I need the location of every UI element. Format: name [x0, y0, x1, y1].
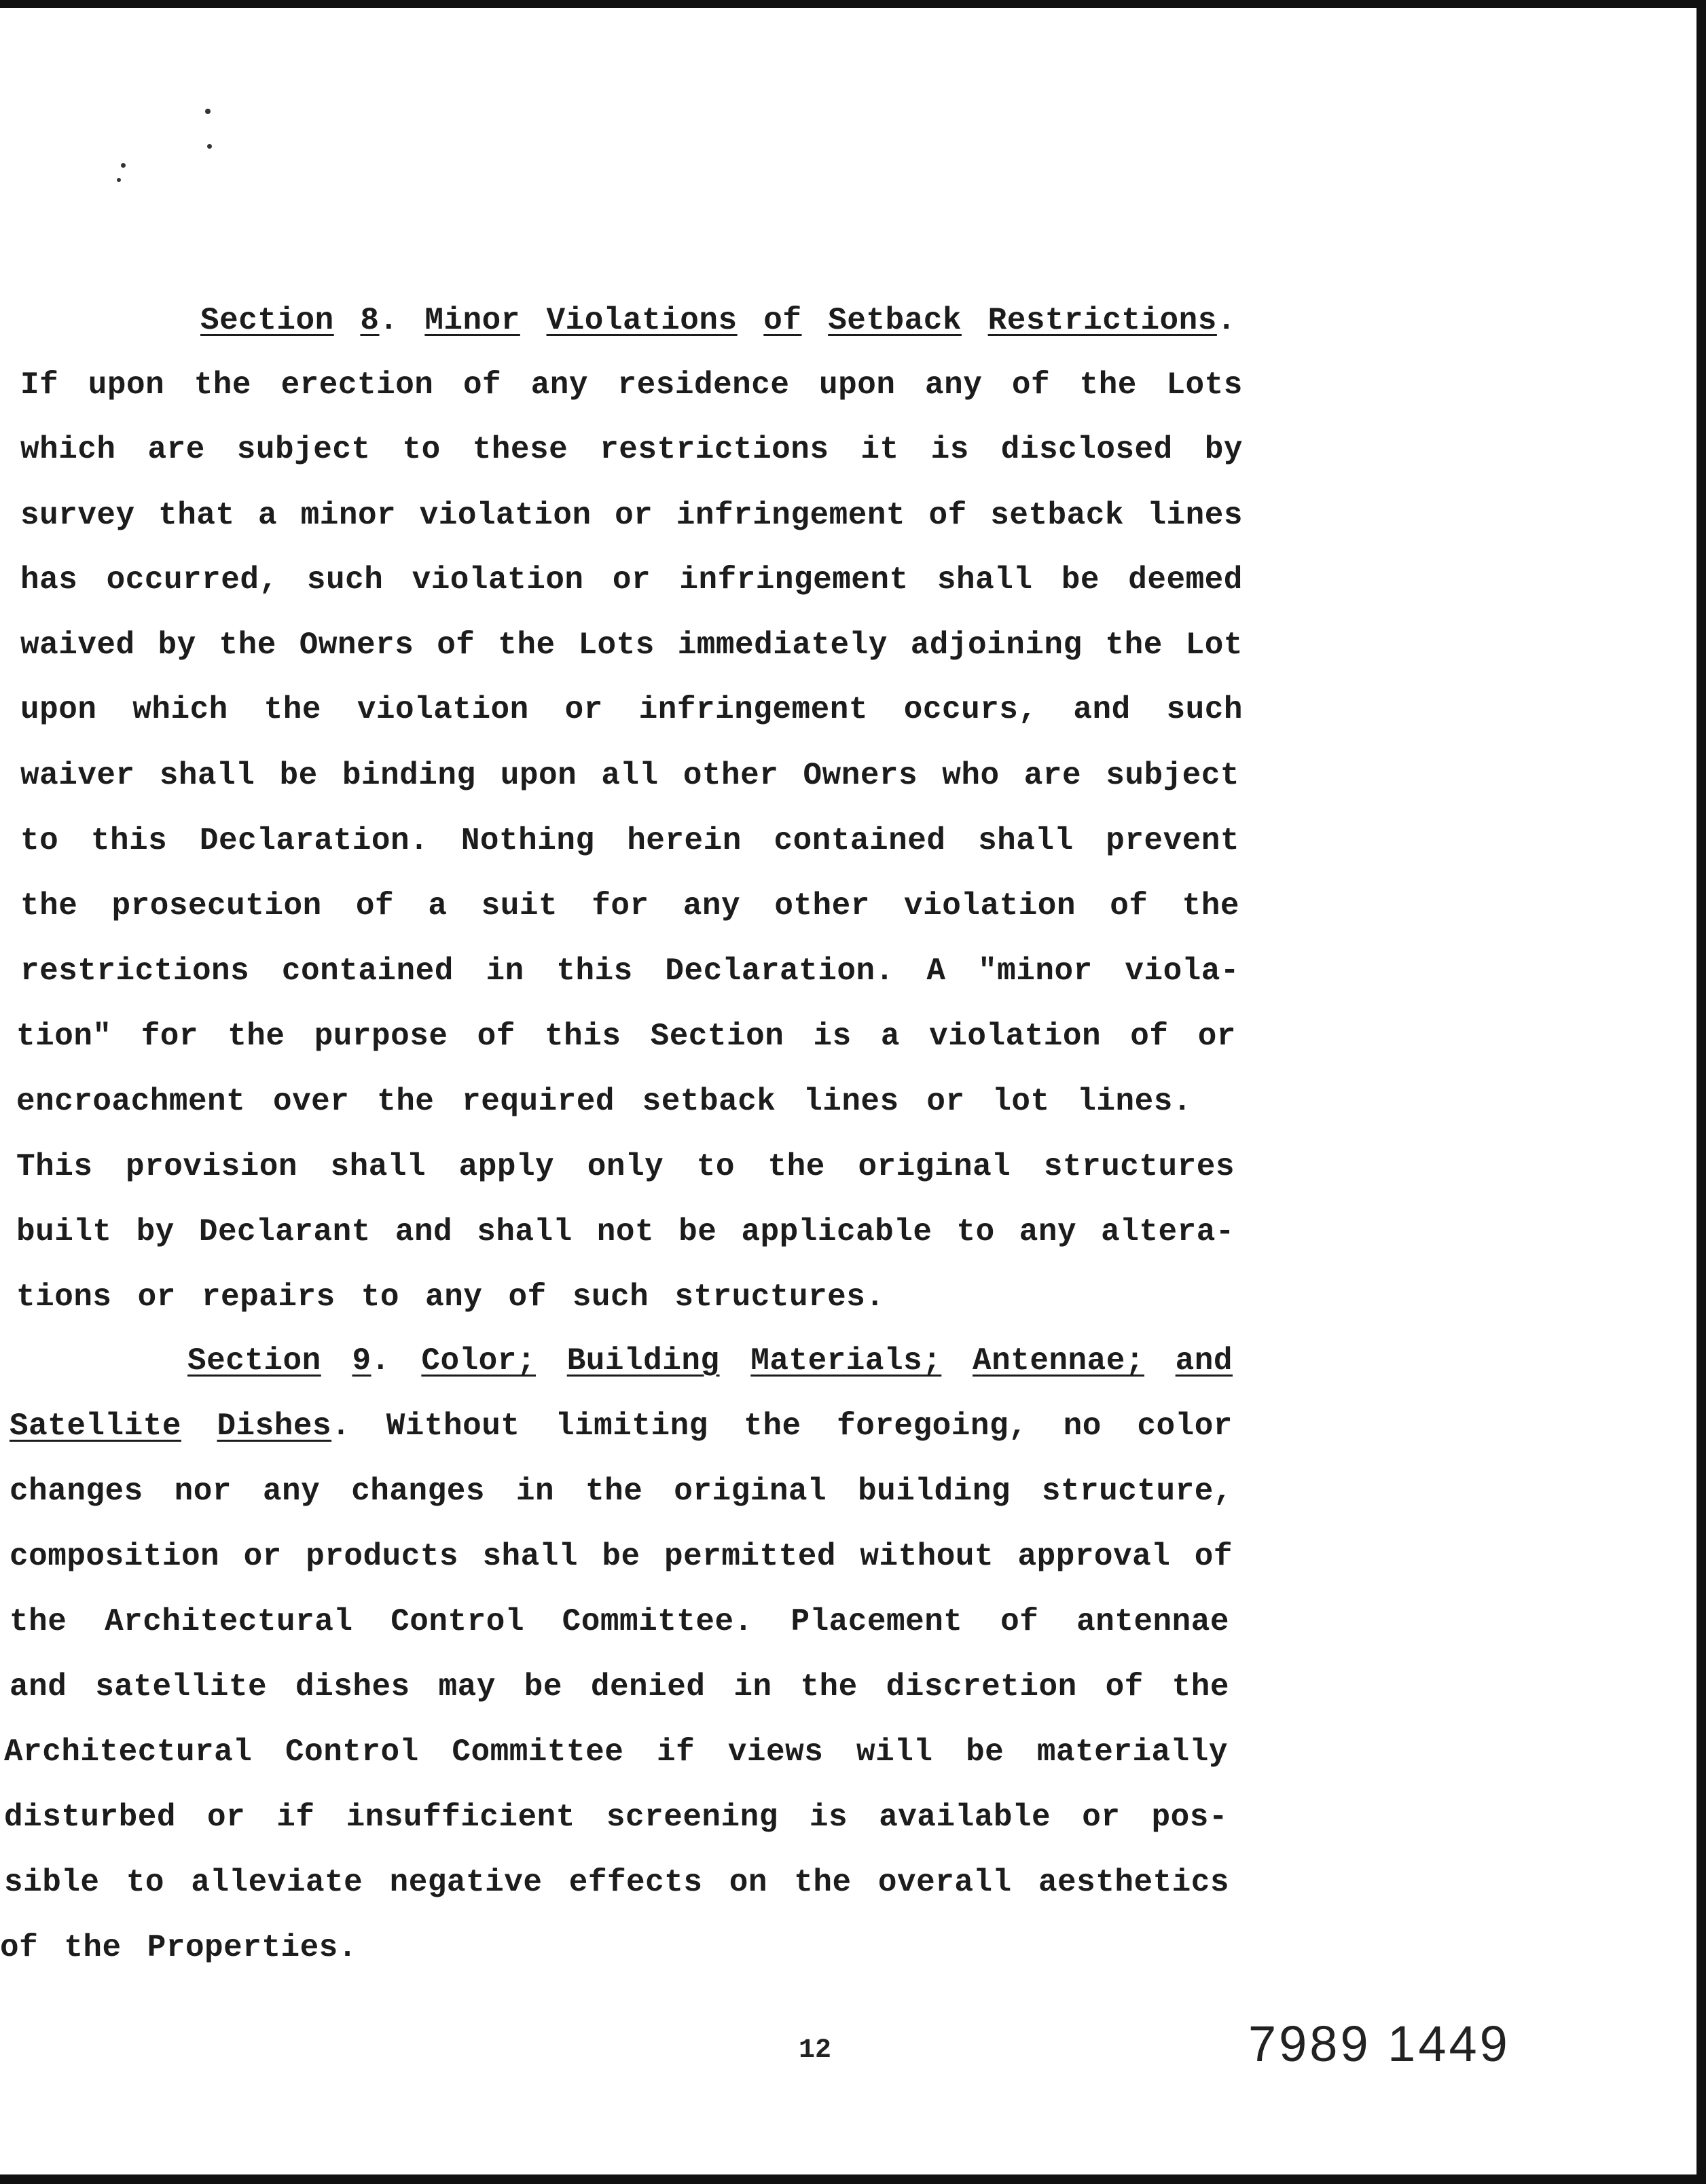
document-line: Satellite Dishes. Without limiting the foregoing, no color: [10, 1408, 1233, 1444]
document-line: the prosecution of a suit for any other violation of the: [20, 888, 1239, 924]
document-id: 7989 1449: [1248, 2016, 1510, 2072]
document-line: encroachment over the required setback lines or lot lines.: [16, 1084, 1192, 1119]
scan-speck: [121, 163, 126, 168]
document-line: disturbed or if insufficient screening is available or pos-: [4, 1800, 1228, 1835]
document-line: the Architectural Control Committee. Placement of antennae: [10, 1604, 1229, 1639]
document-line: Section 9. Color; Building Materials; Antennae; and: [187, 1343, 1233, 1379]
document-line: survey that a minor violation or infringement of setback lines: [20, 498, 1243, 533]
document-line: built by Declarant and shall not be applicable to any altera-: [16, 1214, 1235, 1250]
document-line: tion" for the purpose of this Section is a violation of or: [16, 1019, 1236, 1054]
scan-speck: [205, 109, 211, 114]
document-line: of the Properties.: [0, 1930, 357, 1965]
document-line: to this Declaration. Nothing herein contained shall prevent: [20, 823, 1239, 858]
scan-speck: [117, 178, 121, 182]
page-number: 12: [799, 2035, 832, 2066]
document-line: changes nor any changes in the original building structure,: [10, 1474, 1233, 1509]
document-line: waived by the Owners of the Lots immediately adjoining the Lot: [20, 627, 1243, 663]
document-line: This provision shall apply only to the original structures: [16, 1149, 1235, 1184]
document-line: composition or products shall be permitted without approval of: [10, 1539, 1233, 1574]
document-line: If upon the erection of any residence upon any of the Lots: [20, 367, 1243, 403]
document-line: has occurred, such violation or infringement shall be deemed: [20, 562, 1243, 598]
document-line: which are subject to these restrictions it is disclosed by: [20, 432, 1243, 467]
document-line: Architectural Control Committee if views will be materially: [4, 1734, 1228, 1770]
document-line: waiver shall be binding upon all other Owners who are subject: [20, 758, 1239, 793]
document-line: and satellite dishes may be denied in the discretion of the: [10, 1669, 1229, 1705]
document-line: restrictions contained in this Declaration. A "minor viola-: [20, 953, 1239, 989]
document-line: Section 8. Minor Violations of Setback Restrictions.: [200, 303, 1236, 338]
scan-speck: [207, 144, 212, 149]
document-line: tions or repairs to any of such structures.: [16, 1279, 885, 1315]
document-line: sible to alleviate negative effects on the overall aesthetics: [4, 1865, 1229, 1900]
document-line: upon which the violation or infringement occurs, and such: [20, 692, 1243, 727]
